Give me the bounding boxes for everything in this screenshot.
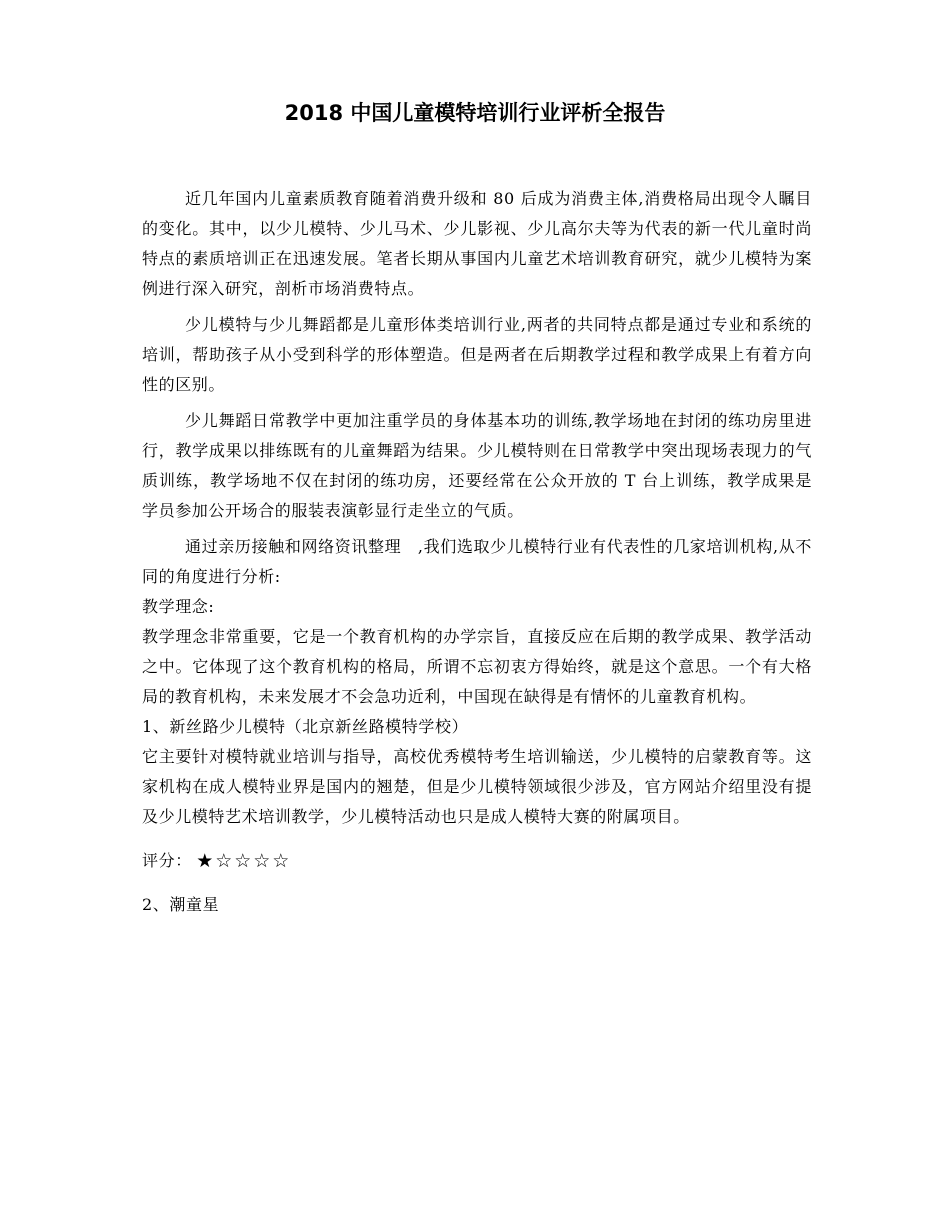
star-filled-icon: ★: [196, 850, 215, 872]
star-empty-icon: ☆: [234, 850, 253, 872]
rating-label: 评分：: [142, 851, 192, 870]
star-empty-icon: ☆: [272, 850, 291, 872]
document-body: [142, 184, 812, 920]
comparison-paragraph: 少儿模特与少儿舞蹈都是儿童形体类培训行业,两者的共同特点都是通过专业和系统的培训，帮助孩子从小受到科学的形体塑造。但是两者在后期教学过程和教学成果上有着方向性的区别。: [142, 315, 812, 394]
intro-paragraph: 近几年国内儿童素质教育随着消费升级和 80 后成为消费主体,消费格局出现令人瞩目的变化。其中，以少儿模特、少儿马术、少儿影视、少儿高尔夫等为代表的新一代儿童时尚特点的素质培训正在迅速发展。笔者长期从事国内儿童艺术培训教育研究，就少儿模特为案例进行深入研究，剖析市场消费特点。: [142, 189, 812, 298]
star-rating: [196, 846, 291, 876]
document-title: 2018 中国儿童模特培训行业评析全报告: [284, 101, 666, 125]
dance-vs-model-paragraph: 少儿舞蹈日常教学中更加注重学员的身体基本功的训练,教学场地在封闭的练功房里进行，教学成果以排练既有的儿童舞蹈为结果。少儿模特则在日常教学中突出现场表现力的气质训练，教学场地不仅在封闭的练功房，还要经常在公众开放的 T 台上训练，教学成果是学员参加公开场合的服装表演彰显行走坐立的气质。: [142, 411, 812, 520]
section-1-text: 它主要针对模特就业培训与指导，高校优秀模特考生培训输送，少儿模特的启蒙教育等。这家机构在成人模特业界是国内的翘楚，但是少儿模特领域很少涉及，官方网站介绍里没有提及少儿模特艺术培训教学，少儿模特活动也只是成人模特大赛的附属项目。: [142, 747, 812, 826]
star-empty-icon: ☆: [253, 850, 272, 872]
teaching-philosophy-text: 教学理念非常重要，它是一个教育机构的办学宗旨，直接反应在后期的教学成果、教学活动之中。它体现了这个教育机构的格局，所谓不忘初衷方得始终，就是这个意思。一个有大格局的教育机构，未来发展才不会急功近利，中国现在缺得是有情怀的儿童教育机构。: [142, 627, 812, 706]
teaching-philosophy-heading: 教学理念:: [142, 597, 215, 616]
star-empty-icon: ☆: [215, 850, 234, 872]
section-1-heading: 1、新丝路少儿模特（北京新丝路模特学校）: [142, 717, 469, 736]
section-2-heading: 2、潮童星: [142, 895, 220, 914]
analysis-intro-paragraph: 通过亲历接触和网络资讯整理 ,我们选取少儿模特行业有代表性的几家培训机构,从不同的角度进行分析:: [142, 537, 812, 586]
rating-row: [142, 846, 812, 876]
